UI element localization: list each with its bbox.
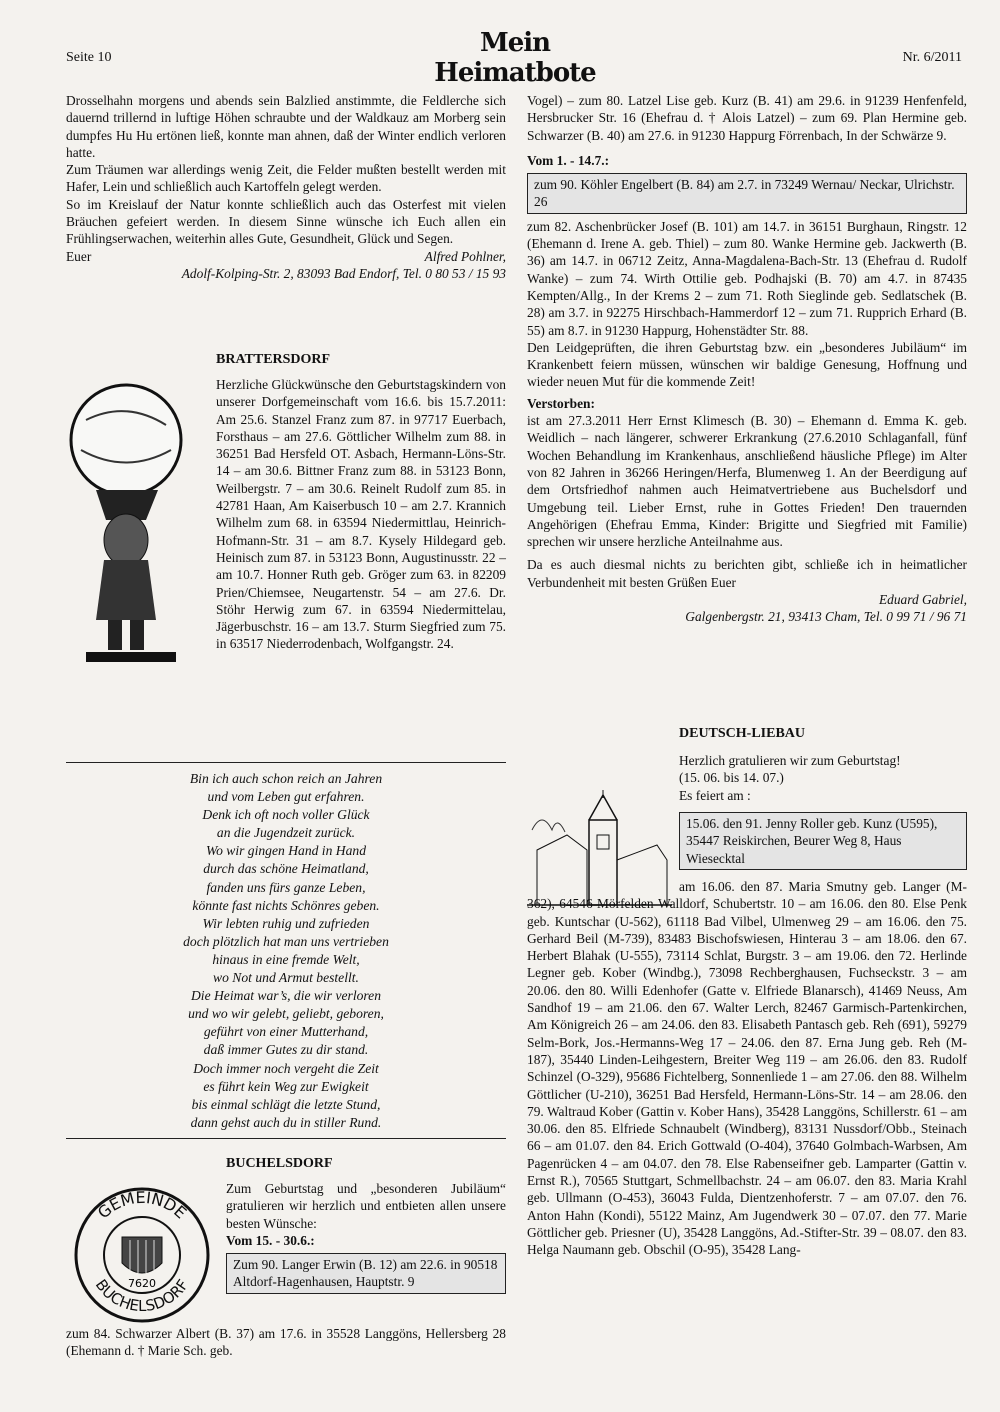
birthday-list: zum 82. Aschenbrücker Josef (B. 101) am 14.7. in 36151 Burghaun, Ringstr. 12 (Ehemann d. Irene A. geb. Thiel) – zum 80. Wanke Hermine geb. Jackwerth (B. 36) am 14.7. in 06712 Zeitz, Anna-Magdalena-Bach-Str. 13 (Ehefrau d. Rudolf Wanke) – zum 74. Wirth Ottilie geb. Podhajski (B. 70) am 4.7. in 87435 Kempten/Allg., In der Krems 2 – zum 71. Roth Sieglinde geb. Sedlatschek (B. 28) am 3.7. in 92275 Hirschbach-Hammerdorf 12 – zum 71. Rupprich Erhard (B. 55) am 8.7. in 91230 Happurg, Hohenstädter Str. 88. (527, 218, 967, 338)
closing-text: Da es auch diesmal nichts zu berichten gibt, schließe ich in heimatlicher Verbundenheit mit besten Grüßen Euer (527, 557, 967, 590)
masthead-logo: Mein Heimatbote (434, 28, 596, 88)
signature-address: Galgenbergstr. 21, 93413 Cham, Tel. 0 99 71 / 96 71 (685, 609, 967, 625)
poem-line: bis einmal schlägt die letzte Stund, (191, 1096, 381, 1112)
poem-line: doch plötzlich hat man uns vertrieben (183, 933, 389, 949)
buchelsdorf-text: Zum Geburtstag und „besonderen Jubiläum“ gratulieren wir herzlich und entbieten allen unsere besten Wünsche: (226, 1181, 506, 1231)
seal-top-text: GEMEINDE (93, 1187, 191, 1223)
poem-line: daß immer Gutes zu dir stand. (203, 1042, 369, 1058)
poem-line: und vom Leben gut erfahren. (207, 789, 365, 805)
page-number: Seite 10 (66, 50, 112, 65)
issue-number: Nr. 6/2011 (902, 50, 962, 65)
liebau-list-wrap (527, 878, 967, 1259)
period-heading: Vom 15. - 30.6.: (226, 1232, 315, 1248)
divider (66, 762, 506, 763)
right-column-top (527, 92, 967, 626)
brattersdorf-text: Herzliche Glückwünsche den Geburtstagskindern von unserer Dorfgemeinschaft vom 16.6. bis 15.7.2011: Am 25.6. Stanzel Franz zum 87. in 97717 Euerbach, Forsthaus – am 27.6. Göttlicher Wilhelm zum 88. in 36251 Bad Hersfeld OT. Asbach, Hermann-Löns-Str. 14 – am 30.6. Bittner Franz zum 88. in 53123 Bonn, Weilbergstr. 7 – am 30.6. Reinelt Rudolf zum 85. in 42781 Haan, Am Kaiserbusch 10 – am 2.7. Krannich Wilhelm zum 68. in 63594 Niedermittlau, Heinrich-Hofmann-Str. 31 – am 8.7. Kysely Hildegard geb. Heinisch zum 87. in 53123 Bonn, Augustinusstr. 22 – am 10.7. Honner Ruth geb. Gröger zum 63. in 82209 Prien/Chiemsee, Neugartenstr. 54 – am 27.6. Dr. Stöhr Herwig zum 67. in 63594 Niedermittelau, Jägerbuschstr. 16 – am 13.7. Sturm Siegfried zum 75. in 63517 Niederrodenbach, Wolfgangstr. 24. (216, 377, 506, 652)
highlight-box: zum 90. Köhler Engelbert (B. 84) am 2.7. in 73249 Wernau/ Neckar, Ulrichstr. 26 (527, 173, 967, 214)
buchelsdorf-intro (226, 1180, 506, 1298)
highlight-box: Zum 90. Langer Erwin (B. 12) am 22.6. in 90518 Altdorf-Hagenhausen, Hauptstr. 9 (226, 1253, 506, 1294)
poem-line: wo Not und Armut bestellt. (213, 970, 359, 986)
poem-line: es führt kein Weg zur Ewigkeit (203, 1078, 369, 1094)
seal-number: 7620 (128, 1277, 156, 1290)
poem-line: Wo wir gingen Hand in Hand (206, 843, 366, 859)
poem-line: könnte fast nichts Schönres geben. (192, 897, 380, 913)
liebau-intro (679, 752, 967, 804)
signature-name: Alfred Pohlner, (424, 248, 506, 264)
intro-paragraph: Zum Träumen war allerdings wenig Zeit, die Felder mußten bestellt werden mit Hafer, Lein und schließlich auch Kartoffeln gelegt werden. (66, 162, 506, 195)
liebau-line: Herzlich gratulieren wir zum Geburtstag! (679, 753, 901, 768)
intro-paragraph: Drosselhahn morgens und abends sein Balzlied anstimmte, die Feldlerche sich dauernd trillernd in luftige Höhen schraubte und der Waldkauz am Morberg sein dumpfes Hu Hu ertönen ließ, konnte man ahnen, daß der Winter endlich verloren hatte. (66, 93, 506, 160)
intro-signature (66, 248, 506, 265)
closing-word: Euer (66, 248, 92, 264)
poem (66, 770, 506, 1132)
poem-line: und wo wir gelebt, geliebt, geboren, (188, 1006, 384, 1022)
signature-address: Adolf-Kolping-Str. 2, 83093 Bad Endorf, Tel. 0 80 53 / 15 93 (181, 265, 506, 281)
poem-line: Bin ich auch schon reich an Jahren (189, 771, 383, 786)
buchelsdorf-text2: zum 84. Schwarzer Albert (B. 37) am 17.6. in 35528 Langgöns, Hellersberg 28 (Ehemann d. † Marie Sch. geb. (66, 1326, 506, 1359)
divider (66, 1138, 506, 1139)
section-title-brattersdorf: BRATTERSDORF (216, 352, 331, 367)
poem-line: geführt von einer Mutterhand, (203, 1024, 369, 1040)
statue-illustration (66, 380, 206, 670)
deceased-heading: Verstorben: (527, 395, 595, 411)
wishes-text: Den Leidgeprüften, die ihren Geburtstag bzw. ein „besonderes Jubiläum“ im Krankenbett feiern müssen, wünschen wir baldige Genesung, Hoffnung und wieder neuen Mut für die kommende Zeit! (527, 339, 967, 390)
poem-line: Doch immer noch vergeht die Zeit (193, 1060, 379, 1076)
poem-line: durch das schöne Heimatland, (203, 861, 369, 877)
signature-name: Eduard Gabriel, (878, 592, 967, 608)
poem-line: Denk ich oft noch voller Glück (202, 807, 370, 823)
highlight-box: 15.06. den 91. Jenny Roller geb. Kunz (U595), 35447 Reiskirchen, Beurer Weg 8, Haus Wiesecktal (679, 812, 967, 870)
poem-line: Wir lebten ruhig und zufrieden (202, 915, 370, 931)
municipal-seal (70, 1185, 215, 1325)
period-heading: Vom 1. - 14.7.: (527, 152, 610, 168)
poem-line: an die Jugendzeit zurück. (216, 825, 356, 841)
liebau-line: Es feiert am : (679, 787, 751, 803)
buchelsdorf-continued (66, 1325, 506, 1360)
section-title-buchelsdorf: BUCHELSDORF (226, 1156, 333, 1171)
section-title-deutsch-liebau: DEUTSCH-LIEBAU (679, 726, 806, 741)
intro-section (66, 92, 506, 282)
liebau-birthday-list: am 16.06. den 87. Maria Smutny geb. Langer (M-362), 64546 Mörfelden-Walldorf, Schubertstr. 10 – am 16.06. den 80. Else Penk geb. Kuntschar (U-562), 61118 Bad Vilbel, Ulmenweg 29 – am 16.06. den 75. Gerhard Beil (M-739), 83483 Bischofswiesen, Hinterau 3 – am 18.06. den 67. Herbert Blahak (U-555), 73114 Schlat, Burgstr. 3 – am 19.06. den 72. Herlinde Legner geb. Kober (Windbg.), 73098 Rechberghausen, Fuchseckstr. 3 – am 20.06. den 80. Willi Edenhofer (Gatte v. Elfriede Blanarsch), 41469 Neuss, Am Sandhof 19 – am 21.06. den 67. Walter Lerch, 82467 Garmisch-Partenkirchen, Am Königreich 26 – am 24.06. den 83. Elisabeth Pantasch geb. Reh (691), 59279 Selm-Bork, Jos.-Hermanns-Weg 17 – 24.06. den 87. Erna Jung geb. Reh (M-187), 35440 Linden-Leihgestern, Breiter Weg 119 – am 26.06. den 83. Rudolf Schinzel (O-329), 95686 Fichtelberg, Sonnenliede 1 – am 27.06. den 88. Wilhelm Göttlicher (U-210), 36251 Bad Hersfeld, Hermann-Löns-Str. 14 – am 28.06. den 79. Waltraud Kober (Gattin v. Kober Hans), 35428 Langgöns, Schillerstr. 61 – am 30.06. den 85. Elfriede Schnaubelt (Windberg), 83131 Nussdorf/Obb., Steinach 66 – am 01.07. den 84. Erich Gottwald (O-404), 37640 Golmbach-Warbsen, Am Pagenrücken 4 – am 04.07. den 78. Else Rabenseifner geb. Lamparter (Gattin v. Ernst R.), 70565 Stuttgart, Schmellbachstr. 24 – am 06.07. den 83. Maria Krahl geb. Ullmann (O-453), 36043 Fulda, Dientzenhoferstr. 7 – am 07.07. den 76. Anton Hahn (Kondi), 55122 Mainz, Am Jugendwerk 30 – 07.07. den 77. Marie Göttlicher geb. Priesner (U), 35428 Langgöns, Ad.-Stifter-Str. 39 – 08.07. den 83. Helga Naumann geb. Obschil (O-95), 35428 Lang- (527, 879, 967, 1258)
liebau-line: (15. 06. bis 14. 07.) (679, 770, 784, 786)
poem-line: hinaus in eine fremde Welt, (212, 951, 360, 967)
liebau-box-wrap (679, 808, 967, 874)
poem-line: fanden uns fürs ganze Leben, (206, 879, 366, 895)
poem-line: dann gehst auch du in stiller Rund. (190, 1114, 382, 1130)
continued-text: Vogel) – zum 80. Latzel Lise geb. Kurz (B. 41) am 29.6. in 91239 Henfenfeld, Hersbrucker Str. 16 (Ehefrau d. † Alois Latzel) – zum 69. Plan Hermine geb. Schwarzer (B. 40) am 27.6. in 91230 Happurg Förrenbach, In der Schwärze 9. (527, 93, 967, 143)
intro-paragraph: So im Kreislauf der Natur konnte schließlich auch das Osterfest mit vielen Bräuchen gefeiert werden. In diesem Sinne wünsche ich Euch allen ein Frühlingserwachen, weiterhin alles Gute, Gesundheit, Glück und Segen. (66, 196, 506, 247)
seal-bottom-text: BUCHELSDORF (91, 1276, 193, 1316)
deceased-text: ist am 27.3.2011 Herr Ernst Klimesch (B. 30) – Ehemann d. Emma K. geb. Weidlich – nach längerer, schwerer Erkrankung (27.6.2010 Schlaganfall, fünf Wochen Behandlung im Krankenhaus, anschließend häusliche Pflege) im Alter von 82 Jahren in 36266 Heringen/Herfa, Blumenweg 1. An der Beerdigung auf dem Ortsfriedhof nahmen auch Heimatvertriebene aus Buchelsdorf und Umgebung teil. Lieber Ernst, ruhe in Gottes Frieden! Den trauernden Angehörigen (Ehefrau Emma, Kinder: Brigitte und Siegfried mit Familie) sprechen wir unsere herzliche Anteilnahme aus. (527, 413, 967, 550)
brattersdorf-text-wrap (216, 376, 506, 653)
poem-line: Die Heimat war’s, die wir verloren (190, 988, 382, 1004)
